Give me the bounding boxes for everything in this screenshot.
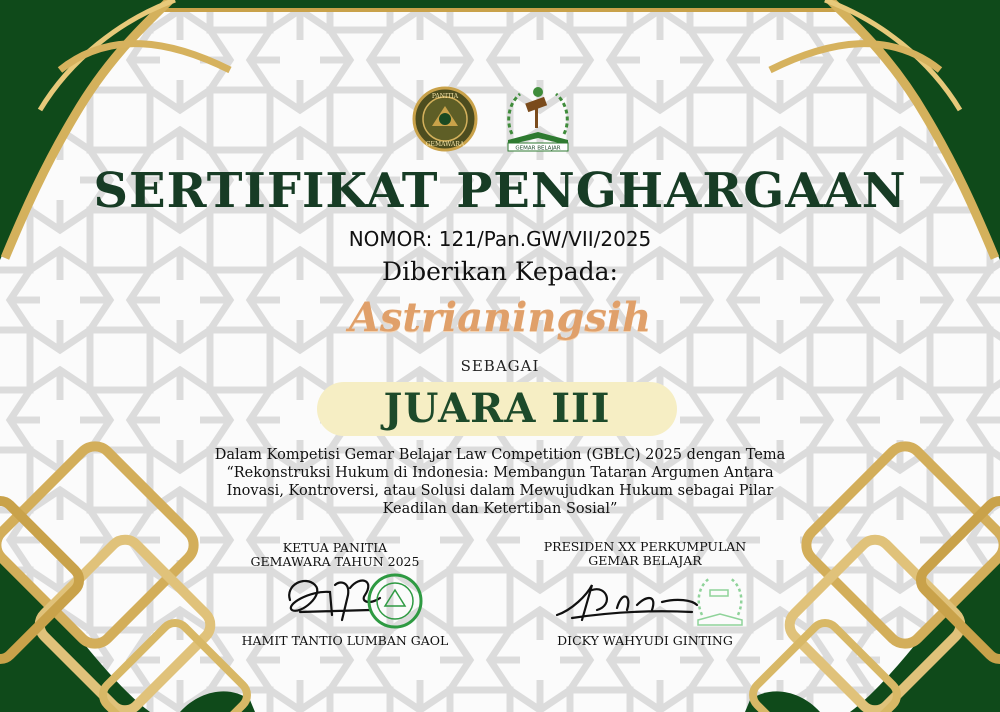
certificate-title: SERTIFIKAT PENGHARGAAN [93, 163, 907, 219]
rank-text: JUARA III [383, 385, 611, 432]
description-line: “Rekonstruksi Hukum di Indonesia: Membangun Tataran Argumen Antara [226, 465, 774, 481]
description-line: Inovasi, Kontroversi, atau Solusi dalam Mewujudkan Hukum sebagai Pilar [226, 483, 774, 499]
svg-text:GEMAWARA: GEMAWARA [425, 141, 465, 148]
signatory-role-line: PRESIDEN XX PERKUMPULAN [543, 539, 747, 554]
as-label: SEBAGAI [460, 357, 540, 375]
description-line: Dalam Kompetisi Gemar Belajar Law Competition (GBLC) 2025 dengan Tema [214, 447, 786, 463]
description [180, 446, 820, 518]
given-to-label: Diberikan Kepada: [382, 257, 618, 286]
signature-2 [552, 580, 702, 625]
committee-stamp [366, 572, 424, 630]
signatory-2-name: DICKY WAHYUDI GINTING [557, 633, 733, 648]
svg-text:GEMAR BELAJAR: GEMAR BELAJAR [515, 145, 561, 152]
signatory-1-name: HAMIT TANTIO LUMBAN GAOL [241, 633, 449, 648]
panitia-gemawara-logo [412, 86, 478, 152]
signatory-role-line: GEMAWARA TAHUN 2025 [250, 554, 420, 569]
recipient-name: Astrianingsih [348, 294, 652, 341]
signatory-role-line: KETUA PANITIA [282, 540, 388, 555]
description-line: Keadilan dan Ketertiban Sosial” [382, 501, 618, 517]
svg-text:PANITIA: PANITIA [431, 93, 459, 100]
signatory-2-role [520, 540, 770, 568]
signatory-1-role [225, 541, 445, 569]
gemar-belajar-logo [496, 82, 580, 152]
certificate-number: NOMOR: 121/Pan.GW/VII/2025 [348, 227, 652, 251]
organization-stamp [690, 570, 750, 628]
signatory-role-line: GEMAR BELAJAR [588, 553, 702, 568]
